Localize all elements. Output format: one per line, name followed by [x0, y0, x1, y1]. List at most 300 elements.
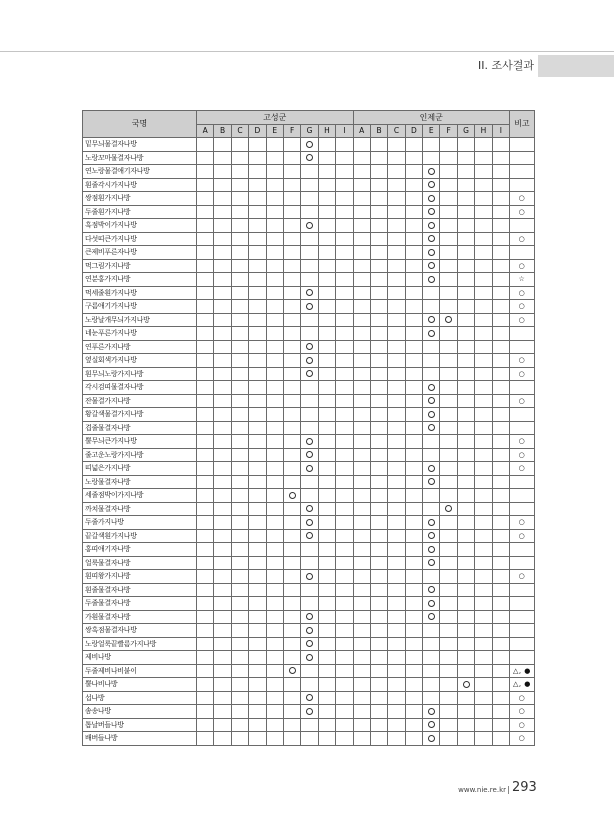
site-cell — [249, 502, 266, 516]
site-cell — [475, 327, 492, 341]
table-row — [83, 327, 535, 341]
table-row — [83, 367, 535, 381]
site-cell — [318, 435, 335, 449]
site-cell — [492, 732, 509, 746]
site-cell — [457, 394, 474, 408]
site-cell — [318, 219, 335, 233]
site-cell — [492, 394, 509, 408]
site-cell — [301, 462, 318, 476]
site-cell — [423, 732, 440, 746]
site-cell — [353, 435, 370, 449]
site-cell — [440, 313, 457, 327]
table-row — [83, 354, 535, 368]
site-cell — [423, 529, 440, 543]
site-cell — [214, 448, 231, 462]
site-cell — [336, 529, 353, 543]
site-cell — [197, 286, 214, 300]
site-cell — [475, 475, 492, 489]
site-cell — [370, 165, 387, 179]
site-cell — [318, 367, 335, 381]
site-cell — [197, 205, 214, 219]
site-cell — [231, 219, 248, 233]
site-cell — [249, 597, 266, 611]
site-cell — [423, 219, 440, 233]
site-cell — [214, 151, 231, 165]
chapter-tab — [538, 55, 614, 77]
site-cell — [283, 664, 300, 678]
site-cell — [457, 408, 474, 422]
site-cell — [214, 610, 231, 624]
site-cell — [475, 570, 492, 584]
site-cell — [214, 732, 231, 746]
table-row — [83, 597, 535, 611]
site-cell — [231, 732, 248, 746]
site-cell — [197, 610, 214, 624]
note-cell: ○ — [510, 192, 535, 206]
site-cell — [231, 516, 248, 530]
species-name: 끝갈색흰가지나방 — [83, 529, 197, 543]
site-cell — [492, 502, 509, 516]
presence-mark-icon — [428, 613, 435, 620]
site-cell — [249, 610, 266, 624]
site-cell — [318, 327, 335, 341]
site-header-inje-f: F — [440, 125, 457, 138]
presence-mark-icon — [428, 600, 435, 607]
species-name: 홍띠애기자나방 — [83, 543, 197, 557]
site-cell — [457, 489, 474, 503]
site-cell — [492, 138, 509, 152]
site-cell — [423, 516, 440, 530]
site-cell — [440, 394, 457, 408]
site-cell — [370, 502, 387, 516]
site-cell — [318, 718, 335, 732]
note-cell — [510, 502, 535, 516]
site-cell — [388, 597, 405, 611]
site-cell — [457, 178, 474, 192]
site-cell — [457, 219, 474, 233]
site-cell — [301, 637, 318, 651]
site-cell — [457, 556, 474, 570]
site-cell — [492, 313, 509, 327]
site-cell — [440, 192, 457, 206]
site-cell — [301, 570, 318, 584]
site-cell — [370, 637, 387, 651]
site-cell — [457, 543, 474, 557]
site-cell — [301, 651, 318, 665]
presence-mark-icon — [428, 735, 435, 742]
site-cell — [475, 367, 492, 381]
site-cell — [318, 610, 335, 624]
site-cell — [423, 394, 440, 408]
site-cell — [336, 367, 353, 381]
species-name: 가흰물결자나방 — [83, 610, 197, 624]
table-row — [83, 489, 535, 503]
site-cell — [405, 435, 422, 449]
site-cell — [440, 246, 457, 260]
site-cell — [266, 394, 283, 408]
species-name: 연노랑물결애기자나방 — [83, 165, 197, 179]
site-cell — [492, 300, 509, 314]
site-cell — [318, 570, 335, 584]
site-cell — [370, 583, 387, 597]
site-cell — [249, 516, 266, 530]
site-cell — [388, 219, 405, 233]
site-cell — [283, 570, 300, 584]
site-cell — [266, 273, 283, 287]
note-cell: ○ — [510, 529, 535, 543]
site-cell — [266, 637, 283, 651]
site-cell — [336, 313, 353, 327]
site-cell — [231, 367, 248, 381]
site-cell — [492, 448, 509, 462]
site-cell — [336, 354, 353, 368]
site-cell — [388, 327, 405, 341]
site-cell — [475, 273, 492, 287]
site-cell — [336, 394, 353, 408]
site-cell — [440, 705, 457, 719]
species-name: 뿔나비나방 — [83, 678, 197, 692]
site-cell — [475, 246, 492, 260]
table-row — [83, 286, 535, 300]
site-cell — [231, 475, 248, 489]
site-cell — [388, 286, 405, 300]
site-cell — [405, 448, 422, 462]
site-cell — [266, 408, 283, 422]
presence-mark-icon — [428, 262, 435, 269]
site-cell — [475, 394, 492, 408]
site-cell — [353, 529, 370, 543]
site-cell — [214, 543, 231, 557]
note-cell: ○ — [510, 570, 535, 584]
site-cell — [457, 192, 474, 206]
site-cell — [475, 259, 492, 273]
site-cell — [318, 637, 335, 651]
site-cell — [423, 192, 440, 206]
site-cell — [457, 637, 474, 651]
site-cell — [231, 394, 248, 408]
site-cell — [388, 462, 405, 476]
site-cell — [214, 259, 231, 273]
site-cell — [440, 354, 457, 368]
site-cell — [492, 664, 509, 678]
site-cell — [492, 543, 509, 557]
site-cell — [336, 570, 353, 584]
site-cell — [283, 529, 300, 543]
presence-mark-icon — [428, 546, 435, 553]
site-cell — [231, 205, 248, 219]
site-cell — [370, 718, 387, 732]
table-row — [83, 408, 535, 422]
site-cell — [301, 340, 318, 354]
note-cell: ○ — [510, 732, 535, 746]
site-cell — [475, 610, 492, 624]
site-cell — [266, 651, 283, 665]
site-cell — [318, 624, 335, 638]
site-cell — [301, 408, 318, 422]
site-cell — [318, 691, 335, 705]
site-cell — [214, 624, 231, 638]
site-cell — [214, 421, 231, 435]
site-cell — [457, 232, 474, 246]
species-name: 흰줄물결자나방 — [83, 583, 197, 597]
presence-mark-icon — [306, 532, 313, 539]
site-cell — [318, 232, 335, 246]
site-cell — [197, 327, 214, 341]
site-cell — [266, 313, 283, 327]
site-cell — [353, 367, 370, 381]
site-cell — [423, 286, 440, 300]
table-row — [83, 732, 535, 746]
site-cell — [197, 232, 214, 246]
site-cell — [353, 556, 370, 570]
site-cell — [405, 583, 422, 597]
site-cell — [492, 273, 509, 287]
presence-mark-icon — [445, 316, 452, 323]
site-cell — [423, 462, 440, 476]
site-cell — [423, 259, 440, 273]
species-name: 네눈푸른가지나방 — [83, 327, 197, 341]
site-cell — [197, 556, 214, 570]
site-cell — [214, 165, 231, 179]
site-cell — [457, 502, 474, 516]
site-cell — [231, 556, 248, 570]
site-cell — [370, 556, 387, 570]
site-cell — [475, 354, 492, 368]
site-cell — [405, 421, 422, 435]
site-cell — [249, 718, 266, 732]
site-cell — [266, 340, 283, 354]
note-cell — [510, 597, 535, 611]
site-cell — [214, 664, 231, 678]
site-cell — [370, 448, 387, 462]
species-survey-table — [82, 110, 535, 746]
site-cell — [423, 610, 440, 624]
site-cell — [457, 462, 474, 476]
site-cell — [214, 502, 231, 516]
note-cell — [510, 583, 535, 597]
site-cell — [214, 178, 231, 192]
note-cell: ○ — [510, 313, 535, 327]
site-cell — [318, 732, 335, 746]
site-cell — [423, 435, 440, 449]
note-cell: ○ — [510, 462, 535, 476]
site-cell — [457, 624, 474, 638]
site-cell — [231, 435, 248, 449]
site-cell — [197, 651, 214, 665]
site-cell — [336, 678, 353, 692]
site-cell — [405, 192, 422, 206]
site-header-inje-h: H — [475, 125, 492, 138]
table-row — [83, 178, 535, 192]
site-cell — [301, 678, 318, 692]
site-cell — [283, 408, 300, 422]
presence-mark-icon — [306, 222, 313, 229]
note-cell — [510, 219, 535, 233]
site-cell — [336, 651, 353, 665]
site-cell — [231, 381, 248, 395]
note-cell: ○ — [510, 394, 535, 408]
note-cell: ○ — [510, 435, 535, 449]
species-name: 띠넓은가지나방 — [83, 462, 197, 476]
chapter-title: II. 조사결과 — [478, 59, 534, 72]
site-cell — [440, 637, 457, 651]
site-cell — [475, 232, 492, 246]
site-header-inje-d: D — [405, 125, 422, 138]
site-cell — [266, 354, 283, 368]
site-cell — [388, 718, 405, 732]
note-cell — [510, 381, 535, 395]
site-cell — [475, 421, 492, 435]
presence-mark-icon — [428, 397, 435, 404]
site-cell — [457, 273, 474, 287]
site-cell — [266, 448, 283, 462]
site-cell — [388, 232, 405, 246]
site-cell — [440, 732, 457, 746]
site-cell — [405, 651, 422, 665]
note-cell: ○ — [510, 300, 535, 314]
site-cell — [405, 178, 422, 192]
site-cell — [492, 327, 509, 341]
site-cell — [214, 597, 231, 611]
site-cell — [440, 300, 457, 314]
table-row — [83, 678, 535, 692]
site-cell — [283, 651, 300, 665]
site-cell — [405, 502, 422, 516]
site-cell — [440, 610, 457, 624]
presence-mark-icon — [428, 424, 435, 431]
site-cell — [370, 273, 387, 287]
site-cell — [336, 259, 353, 273]
site-cell — [423, 367, 440, 381]
site-cell — [457, 421, 474, 435]
table-row — [83, 435, 535, 449]
site-header-goseong-g: G — [301, 125, 318, 138]
site-cell — [214, 354, 231, 368]
site-cell — [423, 340, 440, 354]
site-cell — [197, 462, 214, 476]
site-cell — [336, 489, 353, 503]
site-cell — [457, 475, 474, 489]
site-cell — [266, 205, 283, 219]
site-cell — [475, 718, 492, 732]
site-cell — [266, 489, 283, 503]
site-cell — [249, 529, 266, 543]
presence-mark-icon — [428, 168, 435, 175]
presence-mark-icon — [445, 505, 452, 512]
site-cell — [457, 583, 474, 597]
site-cell — [353, 408, 370, 422]
note-cell: ○ — [510, 232, 535, 246]
site-cell — [475, 583, 492, 597]
site-cell — [475, 219, 492, 233]
site-cell — [388, 651, 405, 665]
site-cell — [197, 408, 214, 422]
site-cell — [214, 462, 231, 476]
site-cell — [283, 462, 300, 476]
site-cell — [283, 219, 300, 233]
site-cell — [283, 232, 300, 246]
site-cell — [492, 165, 509, 179]
site-cell — [283, 273, 300, 287]
site-cell — [249, 651, 266, 665]
site-cell — [249, 219, 266, 233]
note-cell — [510, 624, 535, 638]
site-cell — [231, 246, 248, 260]
site-cell — [405, 300, 422, 314]
site-cell — [423, 448, 440, 462]
species-name: 노랑날개무늬가지나방 — [83, 313, 197, 327]
site-cell — [440, 165, 457, 179]
table-row — [83, 556, 535, 570]
site-cell — [266, 286, 283, 300]
site-cell — [492, 529, 509, 543]
table-row — [83, 205, 535, 219]
site-cell — [231, 583, 248, 597]
table-row — [83, 705, 535, 719]
site-cell — [405, 381, 422, 395]
note-cell — [510, 651, 535, 665]
species-name: 뿔무늬큰가지나방 — [83, 435, 197, 449]
site-cell — [214, 435, 231, 449]
site-cell — [318, 151, 335, 165]
site-cell — [266, 570, 283, 584]
site-cell — [283, 192, 300, 206]
note-cell — [510, 165, 535, 179]
note-cell: ○ — [510, 691, 535, 705]
site-cell — [353, 340, 370, 354]
site-cell — [440, 570, 457, 584]
site-cell — [336, 516, 353, 530]
site-cell — [492, 489, 509, 503]
site-cell — [457, 718, 474, 732]
site-cell — [475, 178, 492, 192]
presence-mark-icon — [306, 141, 313, 148]
species-name: 잔물결가지나방 — [83, 394, 197, 408]
note-cell — [510, 246, 535, 260]
site-cell — [197, 165, 214, 179]
site-cell — [388, 421, 405, 435]
site-cell — [283, 151, 300, 165]
site-cell — [214, 691, 231, 705]
site-cell — [283, 489, 300, 503]
footer-separator — [508, 786, 509, 794]
site-cell — [388, 138, 405, 152]
site-cell — [231, 543, 248, 557]
site-cell — [283, 313, 300, 327]
site-cell — [283, 367, 300, 381]
table-row — [83, 232, 535, 246]
site-cell — [266, 529, 283, 543]
site-cell — [457, 327, 474, 341]
site-cell — [492, 192, 509, 206]
site-cell — [266, 732, 283, 746]
site-cell — [231, 138, 248, 152]
site-cell — [249, 232, 266, 246]
site-cell — [405, 489, 422, 503]
species-name: 노랑얼룩끝빨름가지나방 — [83, 637, 197, 651]
site-cell — [301, 246, 318, 260]
site-cell — [318, 273, 335, 287]
site-cell — [249, 732, 266, 746]
site-cell — [492, 462, 509, 476]
site-cell — [475, 165, 492, 179]
site-cell — [336, 165, 353, 179]
site-cell — [336, 246, 353, 260]
site-cell — [492, 678, 509, 692]
table-row — [83, 462, 535, 476]
site-cell — [231, 232, 248, 246]
site-cell — [197, 448, 214, 462]
